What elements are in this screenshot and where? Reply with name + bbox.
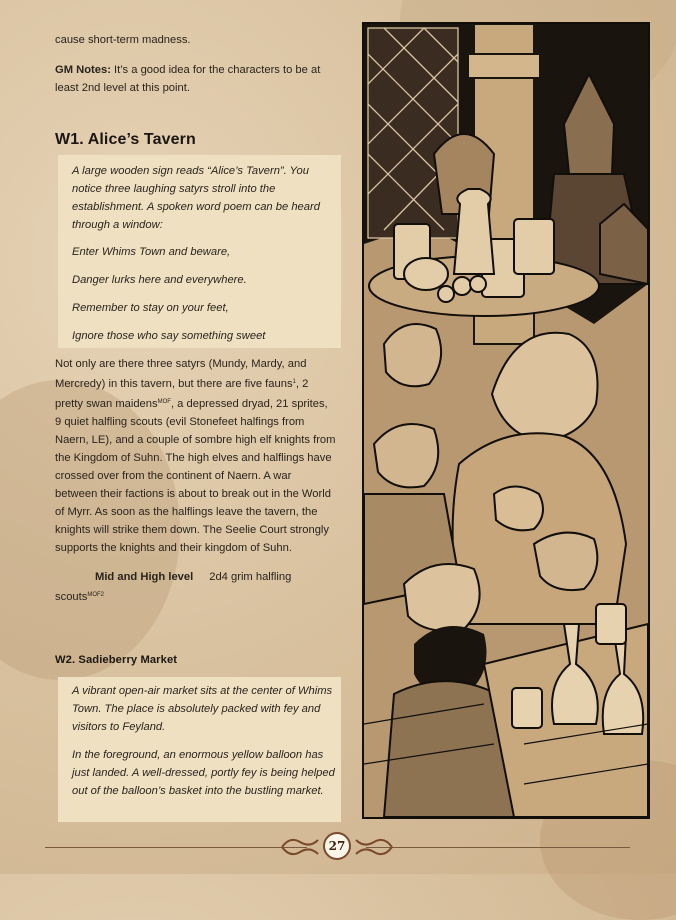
encounter-level: Mid and High level 2d4 grim halfling scouts$^{MOF2}$ <box>55 571 292 603</box>
w1-poem-line: Enter Whims Town and beware, <box>72 246 231 258</box>
w1-body <box>55 355 336 606</box>
w1-heading: W1. Alice’s Tavern <box>55 131 196 148</box>
page-number: 27 <box>323 832 351 860</box>
tavern-illustration <box>362 22 650 819</box>
intro-section <box>55 31 336 97</box>
gm-notes <box>55 61 336 97</box>
w1-box-intro: A large wooden sign reads “Alice’s Tavern”. You notice three laughing satyrs stroll into the establishment. A spoken word poem can be heard through a window: <box>72 165 320 231</box>
w2-read-aloud-box <box>58 677 341 822</box>
w1-poem-line: Danger lurks here and everywhere. <box>72 274 247 286</box>
gm-notes-label: GM Notes: <box>55 64 111 76</box>
gm-notes-text: It’s a good idea for the characters to be at least 2nd level at this point. <box>55 64 321 94</box>
w1-body-text: Not only are there three satyrs (Mundy, Mardy, and Mercredy) in this tavern, but there are five fauns$^1$, 2 pretty swan maidens$^{MOF}$, a depressed dryad, 21 sprites, 9 quiet halfling scouts (evil Stonefeet halfings from Naern, LE), and a couple of sombre high elf knights from the Kingdom of Suhn. The high elves and halflings have crossed over from the continent of Naern. A war between their factions is about to break out in the World of Myrr. As soon as the halflings leave the tavern, the knights will strike them down. The Seelie Court strongly supports the knights and their kingdom of Suhn. <box>55 358 336 554</box>
w2-box-para: A vibrant open-air market sits at the center of Whims Town. The place is absolutely packed with fey and visitors to Feyland. <box>72 685 333 733</box>
tavern-illustration-drawing <box>364 24 648 817</box>
footer-ornament-left-icon <box>280 834 320 860</box>
w2-box-para: In the foreground, an enormous yellow balloon has just landed. A well-dressed, portly fey is being helped out of the balloon’s basket into the bustling market. <box>72 749 335 797</box>
encounter-level-value: 2d4 grim halfling <box>209 571 292 583</box>
encounter-level-label: Mid and High level <box>95 571 194 583</box>
footer-rule-left <box>45 847 307 848</box>
intro-line: cause short-term madness. <box>55 34 191 46</box>
w2-heading: W2. Sadieberry Market <box>55 654 178 666</box>
w1-poem-line: Ignore those who say something sweet <box>72 330 266 342</box>
w1-read-aloud-box <box>58 155 341 348</box>
footer-rule-right <box>366 847 630 848</box>
w1-poem-line: Remember to stay on your feet, <box>72 302 229 314</box>
footer-ornament-right-icon <box>354 834 394 860</box>
